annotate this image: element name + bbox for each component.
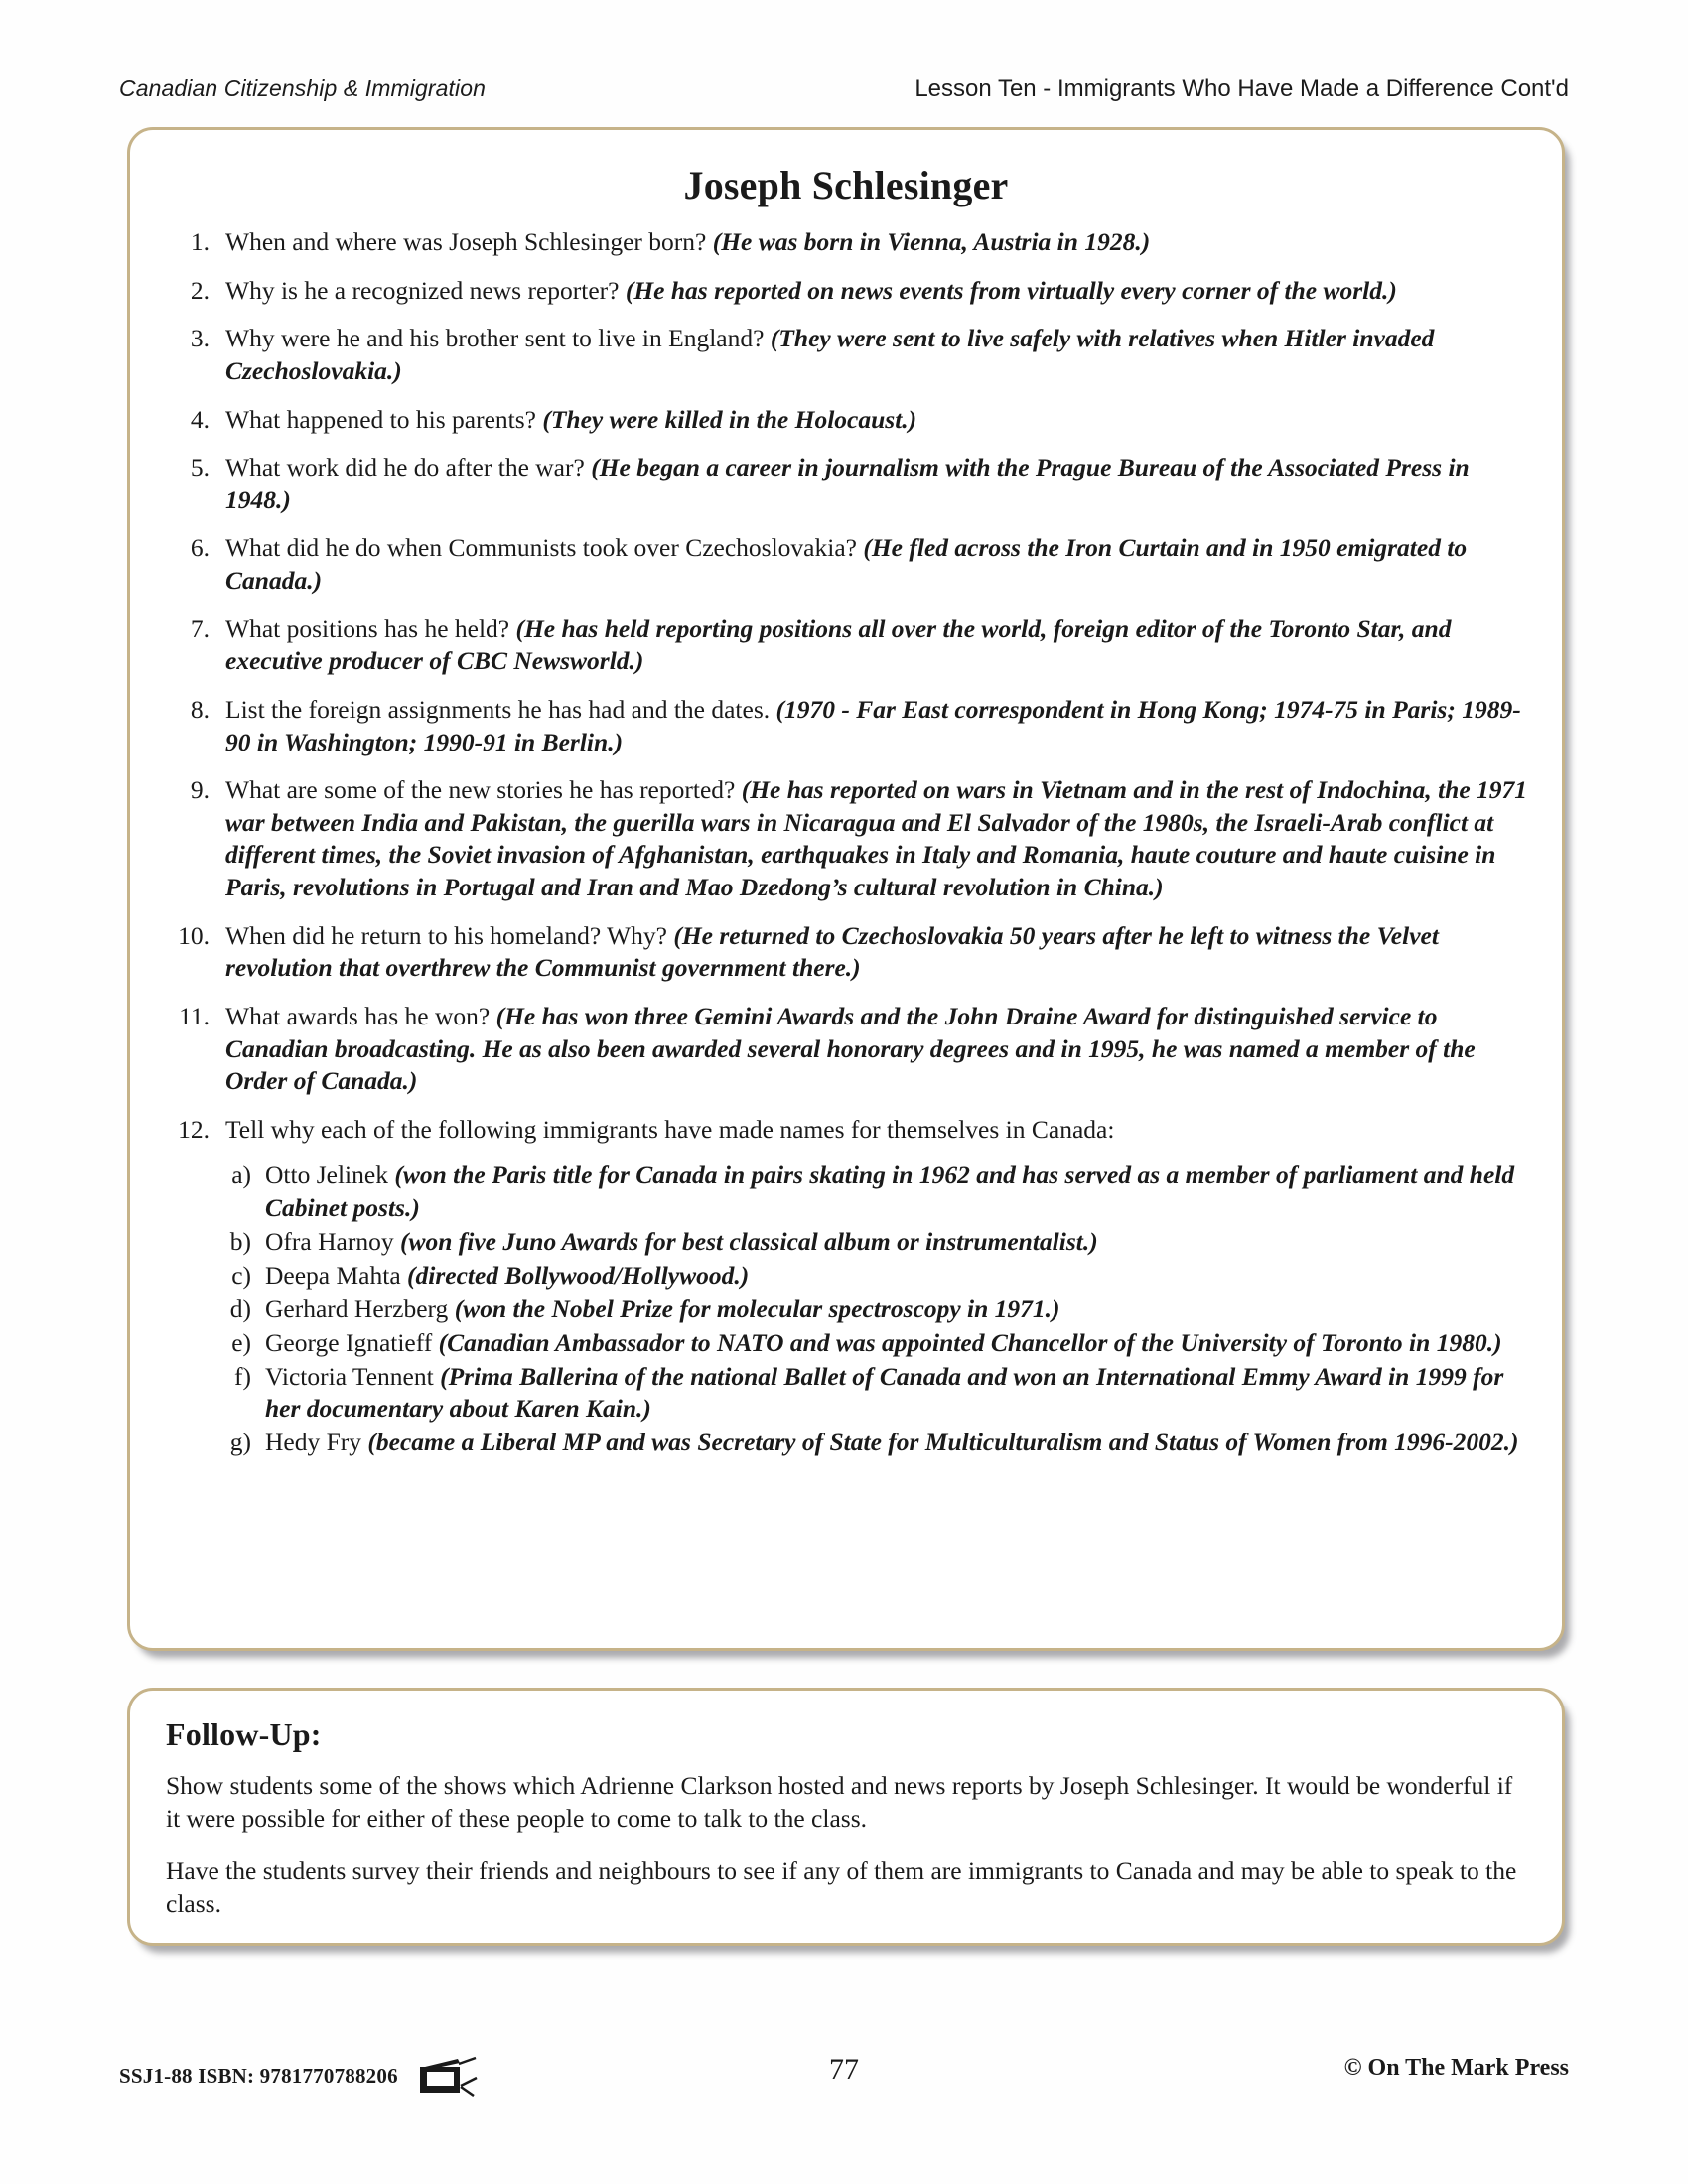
list-item	[219, 1361, 1528, 1425]
question-item	[164, 226, 1528, 259]
subitem-body	[265, 1427, 1528, 1458]
answer-text: (He was born in Vienna, Austria in 1928.)	[712, 227, 1151, 256]
running-head-right: Lesson Ten - Immigrants Who Have Made a Difference Cont'd	[914, 75, 1569, 102]
question-number: 1.	[190, 227, 210, 256]
question-body	[225, 404, 1528, 437]
running-head	[119, 75, 1569, 103]
subitem-name: Otto Jelinek	[265, 1160, 388, 1190]
question-text: When did he return to his homeland? Why?	[225, 920, 667, 950]
question-item	[164, 404, 1528, 437]
subitem-letter: e)	[231, 1328, 251, 1357]
question-body	[225, 532, 1528, 597]
question-item	[164, 920, 1528, 985]
page-footer	[119, 2045, 1569, 2105]
question-number: 3.	[190, 324, 210, 353]
answer-text: (He fled across the Iron Curtain and in 1950 emigrated to Canada.)	[225, 533, 1468, 595]
question-item	[164, 452, 1528, 516]
answer-text: (He has reported on wars in Vietnam and in the rest of Indochina, the 1971 war between India and Pakistan, the guerilla wars in Nicaragua and El Salvador of the 1980s, the Israeli-Arab conflict at different times, the Soviet invasion of Afghanistan, earthquakes in Italy and Romania, haute couture and haute cuisine in Paris, revolutions in Portugal and Iran and Mao Dzedong’s cultural revolution in China.)	[225, 775, 1528, 901]
followup-box	[127, 1688, 1565, 1946]
copyright-text: © On The Mark Press	[1343, 2055, 1569, 2081]
question-number: 7.	[190, 614, 210, 643]
subitem-letter: f)	[234, 1362, 251, 1392]
subitem-letter: g)	[229, 1428, 251, 1457]
question-item	[164, 774, 1528, 904]
subitem-answer: (won the Paris title for Canada in pairs skating in 1962 and has served as a member of parliament and held Cabinet posts.)	[265, 1160, 1515, 1222]
subitem-answer: (Canadian Ambassador to NATO and was appointed Chancellor of the University of Toronto in 1980.)	[438, 1328, 1502, 1357]
question-body	[225, 774, 1528, 904]
question-text: List the foreign assignments he has had and the dates.	[225, 694, 771, 724]
subitem-answer: (became a Liberal MP and was Secretary of State for Multiculturalism and Status of Women from 1996-2002.)	[367, 1428, 1519, 1457]
question-text: What did he do when Communists took over Czechoslovakia?	[225, 533, 857, 563]
answer-text: (He has held reporting positions all over the world, foreign editor of the Toronto Star, and executive producer of CBC Newsworld.)	[225, 614, 1452, 676]
subitem-name: George Ignatieff	[265, 1328, 433, 1357]
question-body	[225, 226, 1528, 259]
question-number: 8.	[190, 694, 210, 724]
subitem-name: Victoria Tennent	[265, 1362, 434, 1392]
subitem-name: Gerhard Herzberg	[265, 1294, 449, 1323]
question-number: 4.	[190, 404, 210, 434]
answer-text: (He began a career in journalism with the Prague Bureau of the Associated Press in 1948.)	[225, 453, 1470, 514]
question-number: 2.	[190, 275, 210, 305]
question-text: When and where was Joseph Schlesinger born?	[225, 227, 707, 256]
answer-text: (They were killed in the Holocaust.)	[542, 404, 917, 434]
question-number: 5.	[190, 453, 210, 482]
list-item	[219, 1427, 1528, 1458]
question-text: What positions has he held?	[225, 614, 510, 643]
list-item	[219, 1260, 1528, 1292]
question-text: What happened to his parents?	[225, 404, 536, 434]
question-body	[225, 920, 1528, 985]
question-text: What are some of the new stories he has reported?	[225, 775, 736, 805]
question-text: What awards has he won?	[225, 1001, 491, 1030]
subitem-list	[164, 1160, 1528, 1458]
page-title: Joseph Schlesinger	[683, 163, 1009, 207]
subitem-answer: (Prima Ballerina of the national Ballet of Canada and won an International Emmy Award in 1999 for her documentary about Karen Kain.)	[265, 1362, 1504, 1424]
question-number: 9.	[190, 775, 210, 805]
subitem-letter: c)	[231, 1260, 251, 1290]
subitem-answer: (won five Juno Awards for best classical album or instrumentalist.)	[399, 1226, 1098, 1256]
question-text: Why were he and his brother sent to live in England?	[225, 324, 765, 353]
followup-paragraph: Have the students survey their friends and neighbours to see if any of them are immigrants to Canada and may be able to speak to the class.	[166, 1856, 1517, 1919]
subitem-body	[265, 1294, 1528, 1325]
answer-text: (He has won three Gemini Awards and the John Draine Award for distinguished service to Canadian broadcasting. He as also been awarded several honorary degrees and in 1995, he was named a member of the Order of Canada.)	[225, 1001, 1476, 1096]
subitem-name: Deepa Mahta	[265, 1260, 401, 1290]
question-list	[164, 226, 1528, 1146]
question-item	[164, 275, 1528, 308]
question-number: 6.	[190, 533, 210, 563]
isbn-text: SSJ1-88 ISBN: 9781770788206	[119, 2063, 398, 2088]
subitem-body	[265, 1260, 1528, 1292]
question-body	[225, 275, 1528, 308]
question-number: 10.	[178, 920, 210, 950]
page-number: 77	[829, 2053, 859, 2086]
list-item	[219, 1327, 1528, 1359]
question-item	[164, 323, 1528, 387]
subitem-answer: (directed Bollywood/Hollywood.)	[407, 1260, 750, 1290]
question-item	[164, 1001, 1528, 1098]
subitem-answer: (won the Nobel Prize for molecular spectroscopy in 1971.)	[454, 1294, 1060, 1323]
followup-title: Follow-Up:	[166, 1716, 322, 1752]
subitem-body	[265, 1327, 1528, 1359]
question-text: Tell why each of the following immigrants have made names for themselves in Canada:	[225, 1114, 1115, 1144]
question-number: 11.	[179, 1001, 210, 1030]
question-body	[225, 1001, 1528, 1098]
list-item	[219, 1294, 1528, 1325]
answer-text: (He has reported on news events from virtually every corner of the world.)	[625, 275, 1397, 305]
main-content-box	[127, 127, 1565, 1651]
answer-text: (1970 - Far East correspondent in Hong Kong; 1974-75 in Paris; 1989-90 in Washington; 1990-91 in Berlin.)	[225, 694, 1521, 756]
question-text: Why is he a recognized news reporter?	[225, 275, 620, 305]
question-item	[164, 694, 1528, 758]
subitem-name: Hedy Fry	[265, 1428, 362, 1457]
list-item	[219, 1160, 1528, 1223]
question-item	[164, 532, 1528, 597]
answer-text: (He returned to Czechoslovakia 50 years after he left to witness the Velvet revolution that overthrew the Communist government there.)	[225, 920, 1439, 983]
subitem-body	[265, 1361, 1528, 1425]
question-body	[225, 1114, 1528, 1147]
running-head-left: Canadian Citizenship & Immigration	[119, 75, 487, 101]
followup-paragraph: Show students some of the shows which Adrienne Clarkson hosted and news reports by Joseph Schlesinger. It would be wonderful if it were possible for either of these people to come to talk to the class.	[166, 1771, 1513, 1834]
subitem-letter: b)	[229, 1226, 251, 1256]
question-body	[225, 323, 1528, 387]
question-text: What work did he do after the war?	[225, 453, 585, 482]
question-body	[225, 694, 1528, 758]
subitem-name: Ofra Harnoy	[265, 1226, 394, 1256]
answer-text: (They were sent to live safely with relatives when Hitler invaded Czechoslovakia.)	[225, 324, 1435, 385]
subitem-body	[265, 1160, 1528, 1223]
question-number: 12.	[178, 1114, 210, 1144]
subitem-letter: d)	[229, 1294, 251, 1323]
question-item	[164, 1114, 1528, 1147]
list-item	[219, 1226, 1528, 1258]
question-body	[225, 452, 1528, 516]
subitem-letter: a)	[231, 1160, 251, 1190]
question-item	[164, 614, 1528, 678]
question-body	[225, 614, 1528, 678]
subitem-body	[265, 1226, 1528, 1258]
